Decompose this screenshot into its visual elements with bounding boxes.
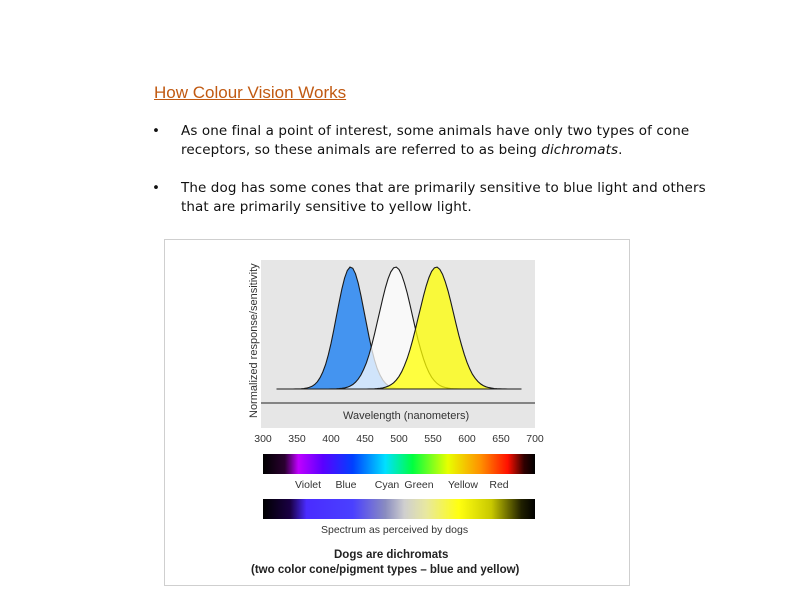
dog-spectrum-caption: Spectrum as perceived by dogs <box>321 524 469 536</box>
dog-spectrum-bar <box>263 499 535 519</box>
bullet-text-end: . <box>618 142 623 158</box>
x-tick-label: 400 <box>322 433 340 445</box>
bullet-dot-icon: • <box>152 180 161 196</box>
x-tick-label: 300 <box>254 433 272 445</box>
x-tick-label: 700 <box>526 433 544 445</box>
x-tick-label: 500 <box>390 433 408 445</box>
spectrum-color-label: Red <box>489 479 509 491</box>
x-tick-label: 650 <box>492 433 510 445</box>
bullet-text: As one final a point of interest, some animals have only two types of cone receptors, so these animals are referred to as being <box>181 123 690 158</box>
x-tick-label: 450 <box>356 433 374 445</box>
bullet-list <box>150 122 710 236</box>
x-tick-label: 550 <box>424 433 442 445</box>
page-title: How Colour Vision Works <box>154 83 347 102</box>
spectrum-color-label: Yellow <box>448 479 478 491</box>
caption-subtitle: (two color cone/pigment types – blue and yellow) <box>251 564 520 576</box>
y-axis-label: Normalized response/sensitivity <box>248 263 260 418</box>
dog-vision-figure <box>164 239 630 586</box>
x-tick-label: 600 <box>458 433 476 445</box>
spectrum-color-label: Green <box>404 479 434 491</box>
spectral-sensitivity-chart <box>165 240 629 585</box>
x-axis-label: Wavelength (nanometers) <box>343 410 470 422</box>
x-tick-label: 350 <box>288 433 306 445</box>
spectrum-color-label: Cyan <box>374 479 400 491</box>
bullet-dot-icon: • <box>152 123 161 139</box>
bullet-emphasis: dichromats <box>541 142 619 158</box>
caption-title: Dogs are dichromats <box>334 549 449 561</box>
spectrum-color-label: Violet <box>294 479 322 491</box>
spectrum-color-label: Blue <box>335 479 357 491</box>
bullet-item <box>150 179 710 217</box>
bullet-text: The dog has some cones that are primarily sensitive to blue light and others that are primarily sensitive to yellow light. <box>181 180 706 215</box>
bullet-item <box>150 122 710 160</box>
visible-spectrum-bar <box>263 454 535 474</box>
